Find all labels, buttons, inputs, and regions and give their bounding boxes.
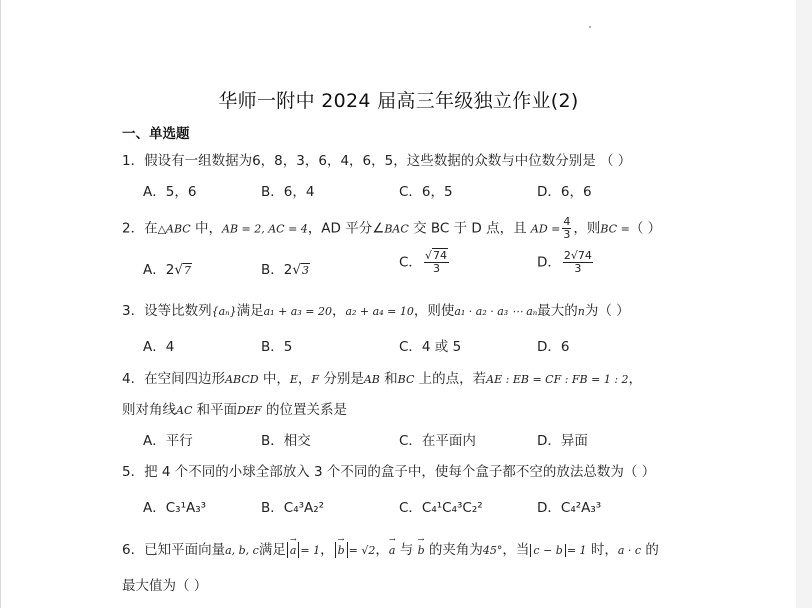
question-2-option-d: D． $\frac{2√74}{3}$: [537, 249, 592, 275]
question-4-option-a: A．平行: [143, 433, 193, 449]
question-3-stem: 3．设等比数列{aₙ}满足a₁ + a₃ = 20，a₂ + a₄ = 10，则使a₁ · a₂ · a₃ ⋯ aₙ最大的n为（ ）: [122, 303, 630, 319]
question-6-stem: 6．已知平面向量a, b, c满足→ a = 1，→ b = √2，→ a 与 → b 的夹角为45°，当 c − b = 1 时，a · c 的: [122, 538, 659, 558]
question-5-option-a: A．C₃¹A₃³: [143, 500, 207, 516]
question-5-stem: 5．把 4 个不同的小球全部放入 3 个不同的盒子中，使每个盒子都不空的放法总数为（ ）: [122, 464, 656, 480]
question-5-option-c: C．C₄¹C₄³C₂²: [399, 500, 483, 516]
question-4-stem: 4．在空间四边形ABCD 中，E，F 分别是AB 和BC 上的点，若AE : EB = CF : FB = 1 : 2，: [122, 371, 643, 387]
question-1-option-d: D．6，6: [537, 184, 592, 200]
question-3-option-a: A．4: [143, 339, 175, 355]
question-2-option-b: B．2√3: [261, 262, 309, 278]
question-2-option-c: C． $\frac{√74}{3}$: [399, 249, 447, 275]
question-2-stem: 2．在△ABC 中，AB = 2, AC = 4，AD 平分∠BAC 交 BC 于 D 点，且 AD = $\frac{4}{3}$ ，则BC =（ ）: [122, 215, 662, 241]
question-4-option-d: D．异面: [537, 433, 588, 449]
question-3-option-b: B．5: [261, 339, 293, 355]
question-6-stem-line-2: 最大值为（ ）: [122, 578, 208, 594]
fraction: $\frac{4}{3}$: [563, 215, 571, 241]
question-3-option-c: C．4 或 5: [399, 339, 462, 355]
question-4-stem-line-2: 则对角线AC 和平面DEF 的位置关系是: [122, 402, 347, 418]
question-1-option-b: B．6，4: [261, 184, 315, 200]
question-1-option-c: C．6，5: [399, 184, 453, 200]
question-2-option-a: A．2√7: [143, 262, 191, 278]
question-4-option-b: B．相交: [261, 433, 311, 449]
question-3-option-d: D．6: [537, 339, 570, 355]
question-1-option-a: A．5，6: [143, 184, 197, 200]
question-1-stem: 1．假设有一组数据为6，8，3，6，4，6，5，这些数据的众数与中位数分别是 （ ）: [122, 153, 632, 169]
question-5-option-b: B．C₄³A₂²: [261, 500, 325, 516]
question-4-option-c: C．在平面内: [399, 433, 476, 449]
question-5-option-d: D．C₄²A₃³: [537, 500, 602, 516]
viewer-background: [796, 0, 812, 608]
section-heading: 一、单选题: [122, 126, 190, 142]
page-title: 华师一附中 2024 届高三年级独立作业(2): [218, 90, 579, 112]
dot-mark: [589, 26, 591, 28]
